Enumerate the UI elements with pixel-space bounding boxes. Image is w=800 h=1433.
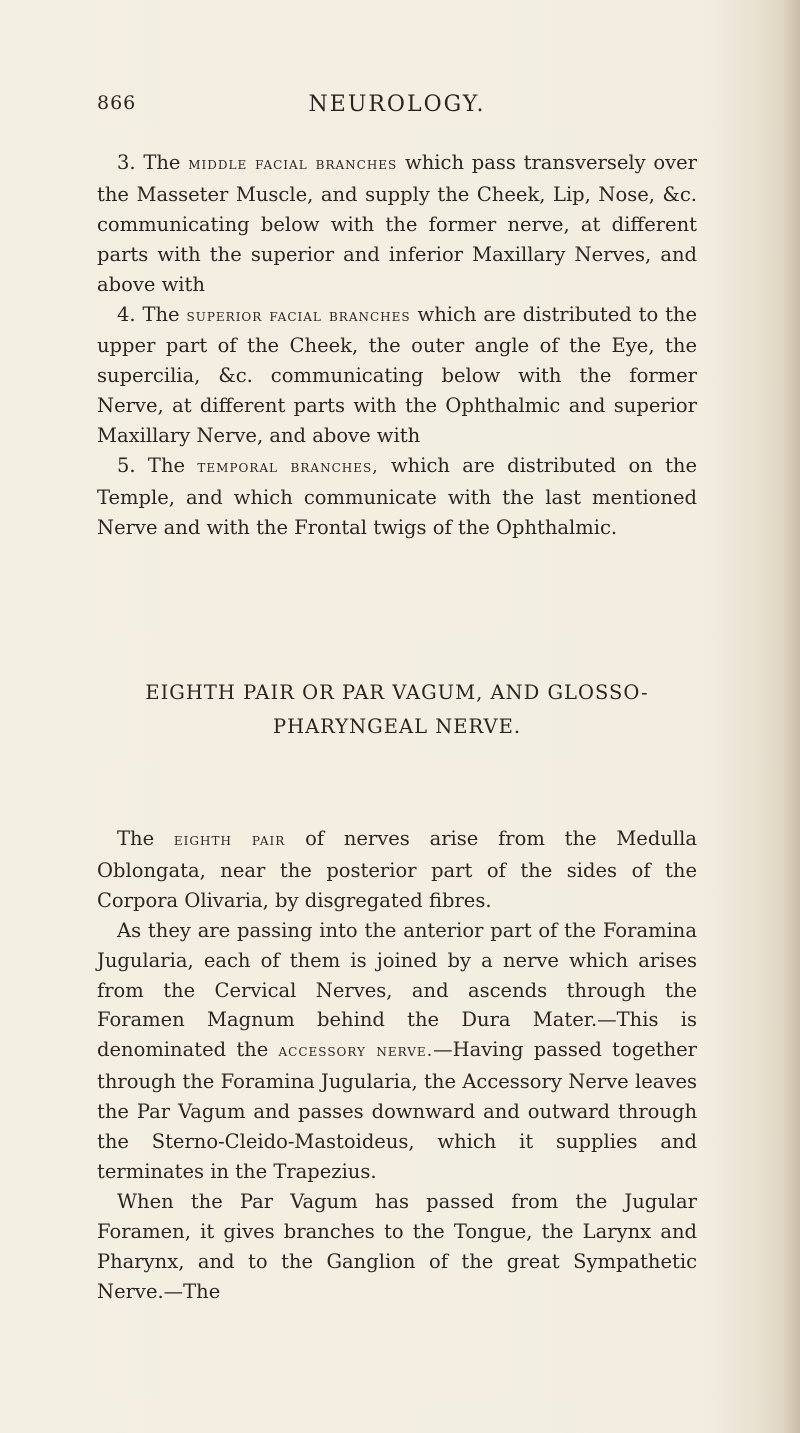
- section-heading: [97, 676, 697, 744]
- paragraph-temporal: 5. The temporal branches, which are distributed on the Temple, and which communicate with the last mentioned Nerve and with the Frontal twigs of the Ophthalmic.: [97, 454, 698, 539]
- page-number: 866: [97, 92, 137, 114]
- page-edge-shadow: [784, 0, 800, 1433]
- paragraph-superior-facial: 4. The superior facial branches which are distributed to the upper part of the Cheek, the outer angle of the Eye, the supercilia, &c. communicating below with the former Nerve, at different parts with the Ophthalmic and superior Maxillary Nerve, and above with: [97, 302, 698, 448]
- running-title: NEUROLOGY.: [308, 92, 486, 117]
- paragraph-middle-facial: 3. The middle facial branches which pass transversely over the Masseter Muscle, and supply the Cheek, Lip, Nose, &c. communicating below with the former nerve, at different parts with the superior and inferior Maxillary Nerves, and above with: [97, 151, 697, 296]
- heading-line-1: EIGHTH PAIR OR PAR VAGUM, AND GLOSSO-: [145, 681, 649, 704]
- paragraph-eighth-pair: The eighth pair of nerves arise from the Medulla Oblongata, near the posterior part of the sides of the Corpora Olivaria, by disgregated fibres.: [97, 827, 697, 912]
- text-block-bottom: [97, 824, 697, 1307]
- page-header: [97, 92, 697, 124]
- paragraph-par-vagum: When the Par Vagum has passed from the Jugular Foramen, it gives branches to the Tongue, the Larynx and Pharynx, and to the Ganglion of the great Sympathetic Nerve.—The: [97, 1189, 697, 1303]
- paragraph-accessory-nerve: As they are passing into the anterior part of the Foramina Jugularia, each of them is joined by a nerve which arises from the Cervical Nerves, and ascends through the Foramen Magnum behind the Dura Mater.—This is denominated the accessory nerve.—Having passed together through the Foramina Jugularia, the Accessory Nerve leaves the Par Vagum and passes downward and outward through the Sterno-Cleido-Mastoideus, which it supplies and terminates in the Trapezius.: [97, 918, 698, 1183]
- heading-line-2: PHARYNGEAL NERVE.: [272, 715, 522, 738]
- text-block-top: [97, 148, 697, 543]
